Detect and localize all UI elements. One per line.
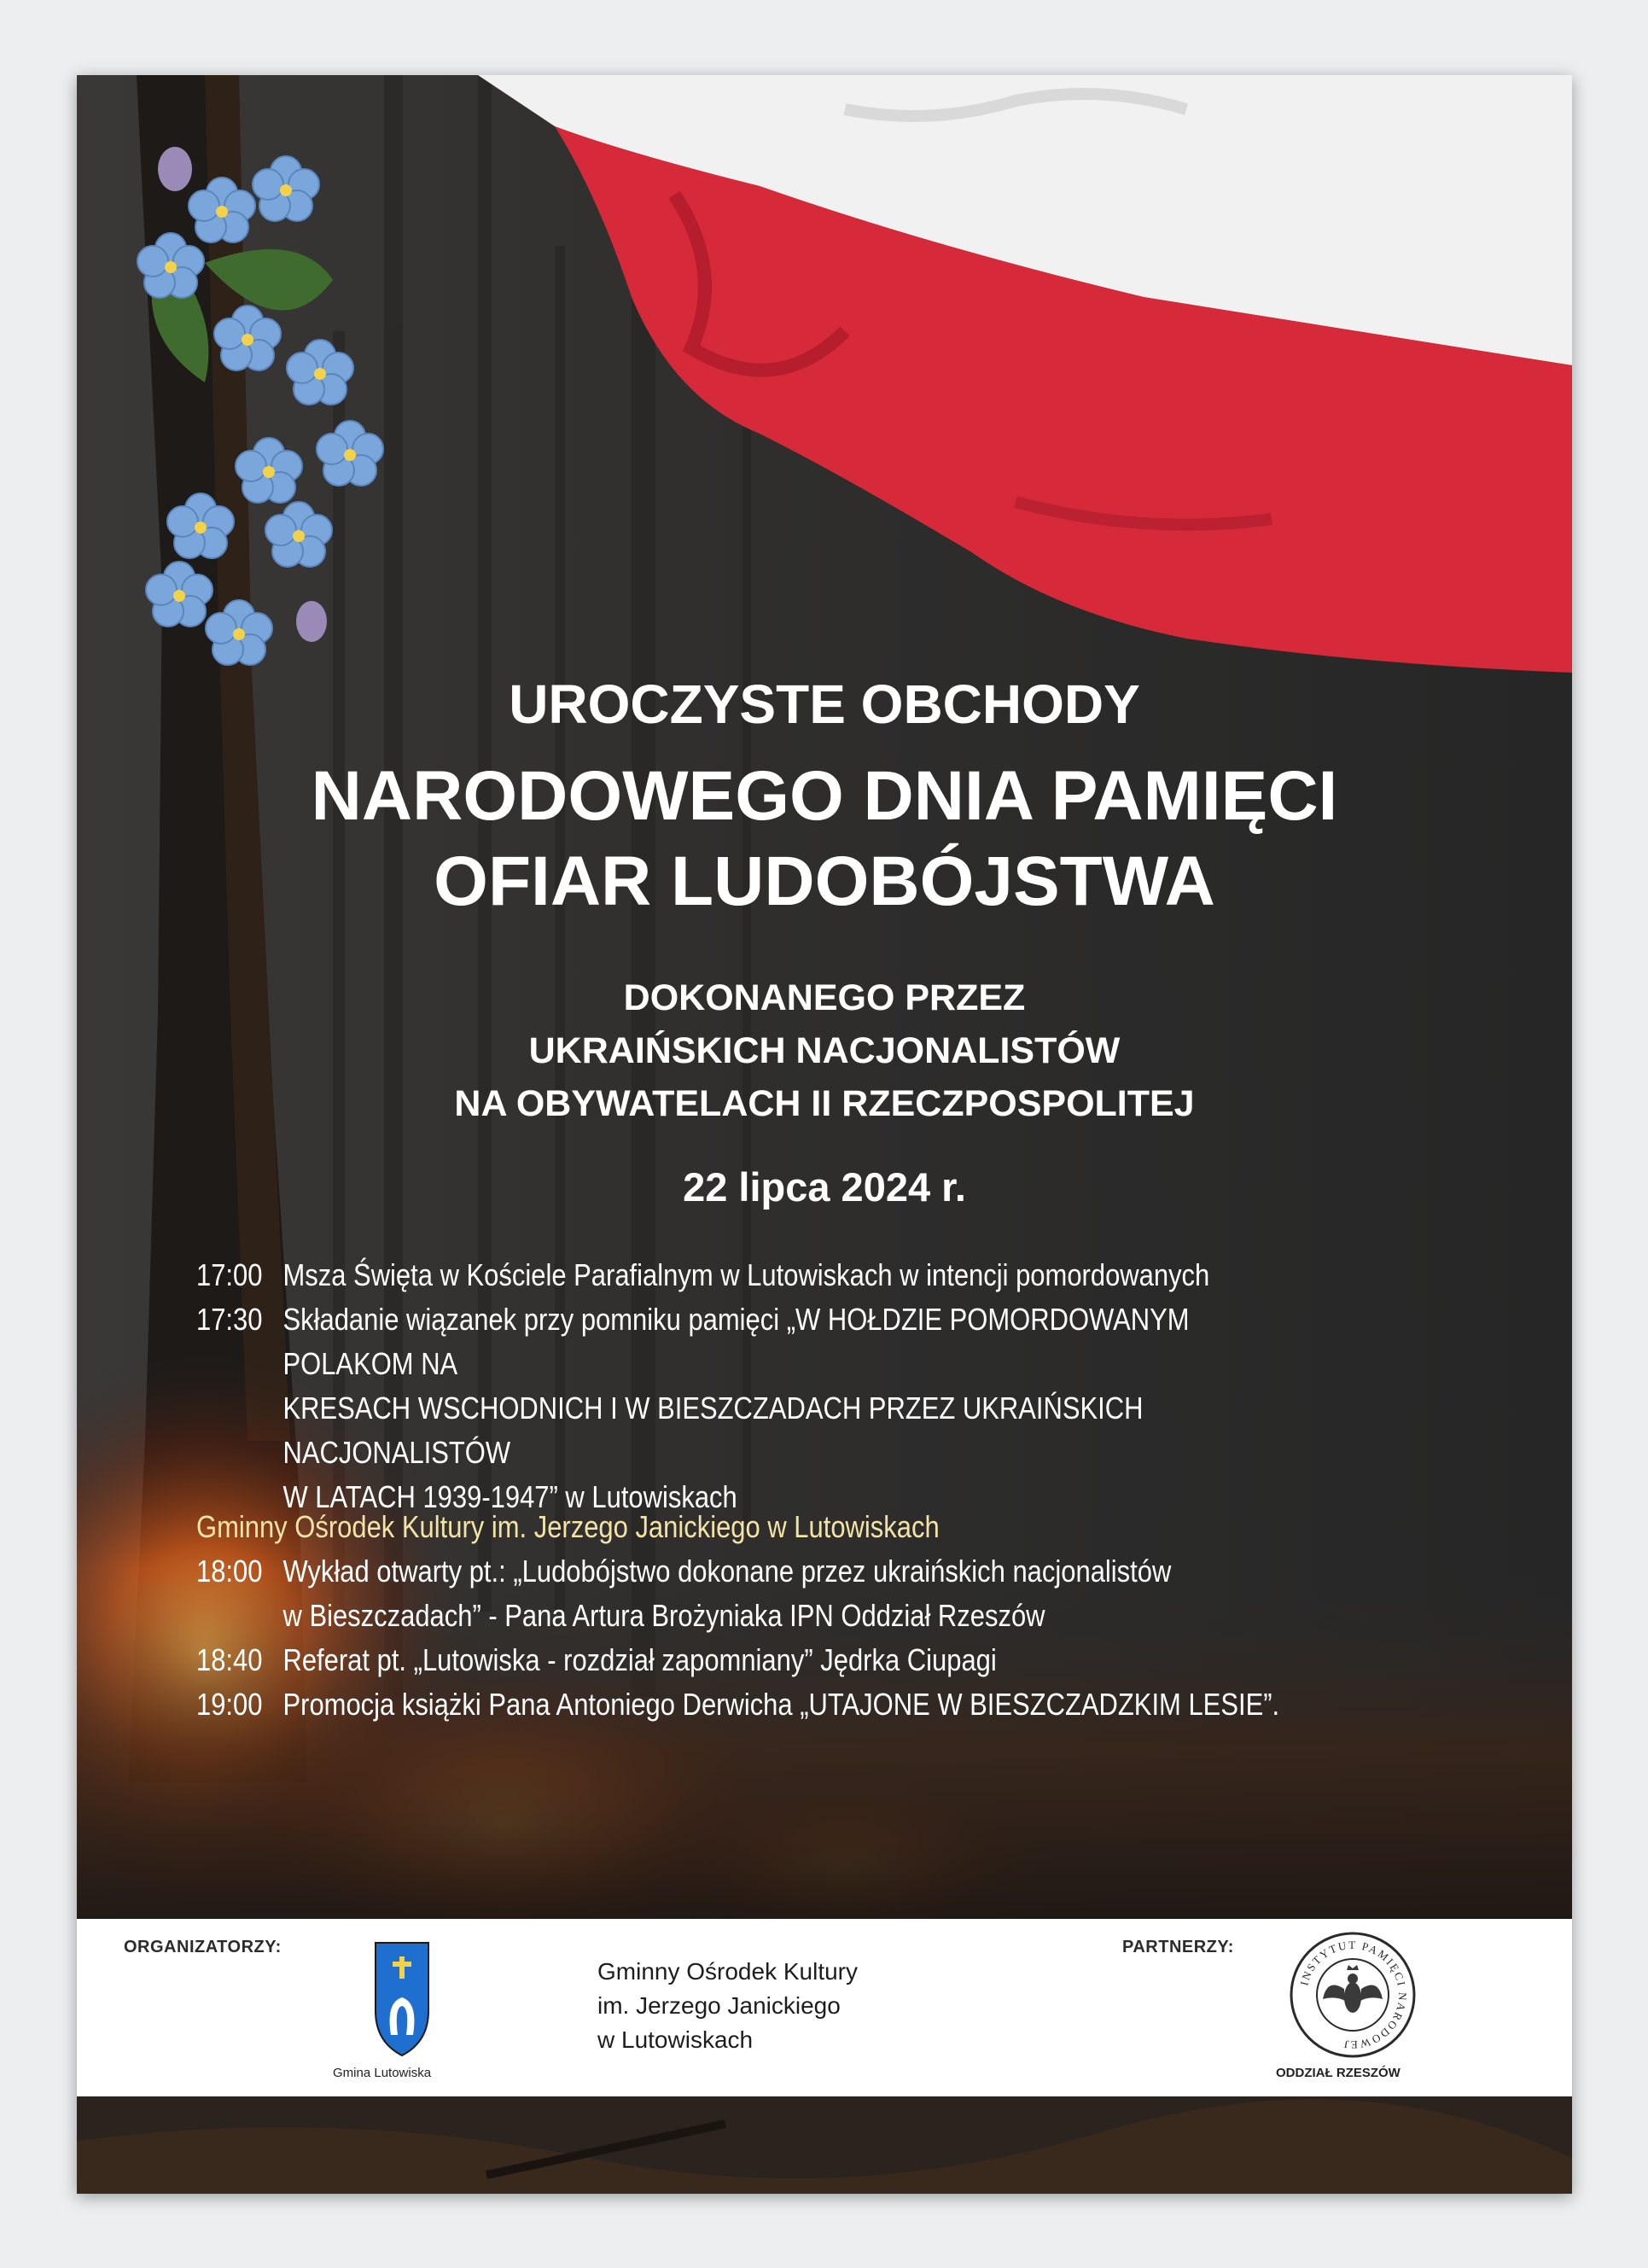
description-line: Wykład otwarty pt.: „Ludobójstwo dokonane przez ukraińskich nacjonalistów [282,1554,1172,1589]
schedule-time: 19:00 [196,1687,263,1722]
schedule-item [196,1253,1312,1297]
headline-line-2: NARODOWEGO DNIA PAMIĘCI [311,757,1338,835]
organizers-label: ORGANIZATORZY: [124,1938,282,1956]
schedule-description [282,1253,1312,1297]
schedule-time: 18:40 [196,1642,263,1677]
subheadline-line-1: DOKONANEGO PRZEZ [623,977,1026,1018]
organizer-name [597,1955,858,2057]
schedule-description [282,1682,1312,1727]
schedule-part-2 [196,1505,1312,1727]
description-line: Promocja książki Pana Antoniego Derwicha „UTAJONE W BIESZCZADZKIM LESIE”. [282,1687,1280,1722]
forget-me-not-flowers [77,75,435,673]
subheadline-line-2: UKRAIŃSKICH NACJONALISTÓW [528,1030,1121,1071]
subheadline [77,971,1572,1130]
organizer-line: im. Jerzego Janickiego [597,1992,841,2019]
partners-label: PARTNERZY: [1122,1938,1234,1956]
ipn-seal-icon [1289,1931,1417,2059]
description-line: KRESACH WSCHODNICH I W BIESZCZADACH PRZEZ UKRAIŃSKICH NACJONALISTÓW [282,1391,1144,1470]
schedule-item [196,1549,1312,1638]
schedule-time: 18:00 [196,1554,263,1589]
event-date: 22 lipca 2024 r. [683,1164,966,1210]
ipn-seal-text: INSTYTUT PAMIĘCI NARODOWEJ [1297,1938,1410,2052]
headline-line-3: OFIAR LUDOBÓJSTWA [434,842,1215,920]
organizer-line: w Lutowiskach [597,2026,754,2053]
schedule-description [282,1638,1312,1682]
description-line: Msza Święta w Kościele Parafialnym w Lutowiskach w intencji pomordowanych [282,1257,1210,1292]
description-line: Składanie wiązanek przy pomniku pamięci „W HOŁDZIE POMORDOWANYM POLAKOM NA [282,1302,1190,1381]
schedule-description [282,1297,1312,1519]
schedule-time: 17:30 [196,1302,263,1337]
schedule-part-1 [196,1253,1312,1519]
description-line: W LATACH 1939-1947” w Lutowiskach [282,1479,737,1514]
schedule-item [196,1682,1312,1727]
headline-line-1: UROCZYSTE OBCHODY [509,673,1140,735]
schedule-time: 17:00 [196,1257,263,1292]
venue-name: Gminny Ośrodek Kultury im. Jerzego Janickiego w Lutowiskach [196,1509,940,1544]
gmina-lutowiska-coat-of-arms-icon [374,1941,430,2061]
schedule-item [196,1638,1312,1682]
subheadline-line-3: NA OBYWATELACH II RZECZPOSPOLITEJ [454,1083,1195,1124]
sponsors-footer [77,1919,1572,2096]
schedule-description [282,1549,1312,1638]
description-line: Referat pt. „Lutowiska - rozdział zapomniany” Jędrka Ciupagi [282,1642,997,1677]
poster [77,75,1572,2194]
ipn-caption: ODDZIAŁ RZESZÓW [1276,2066,1401,2080]
schedule-item [196,1297,1312,1519]
description-line: w Bieszczadach” - Pana Artura Brożyniaka IPN Oddział Rzeszów [282,1598,1045,1633]
organizer-line: Gminny Ośrodek Kultury [597,1958,858,1985]
headline-main [77,754,1572,924]
gmina-caption: Gmina Lutowiska [333,2066,432,2080]
